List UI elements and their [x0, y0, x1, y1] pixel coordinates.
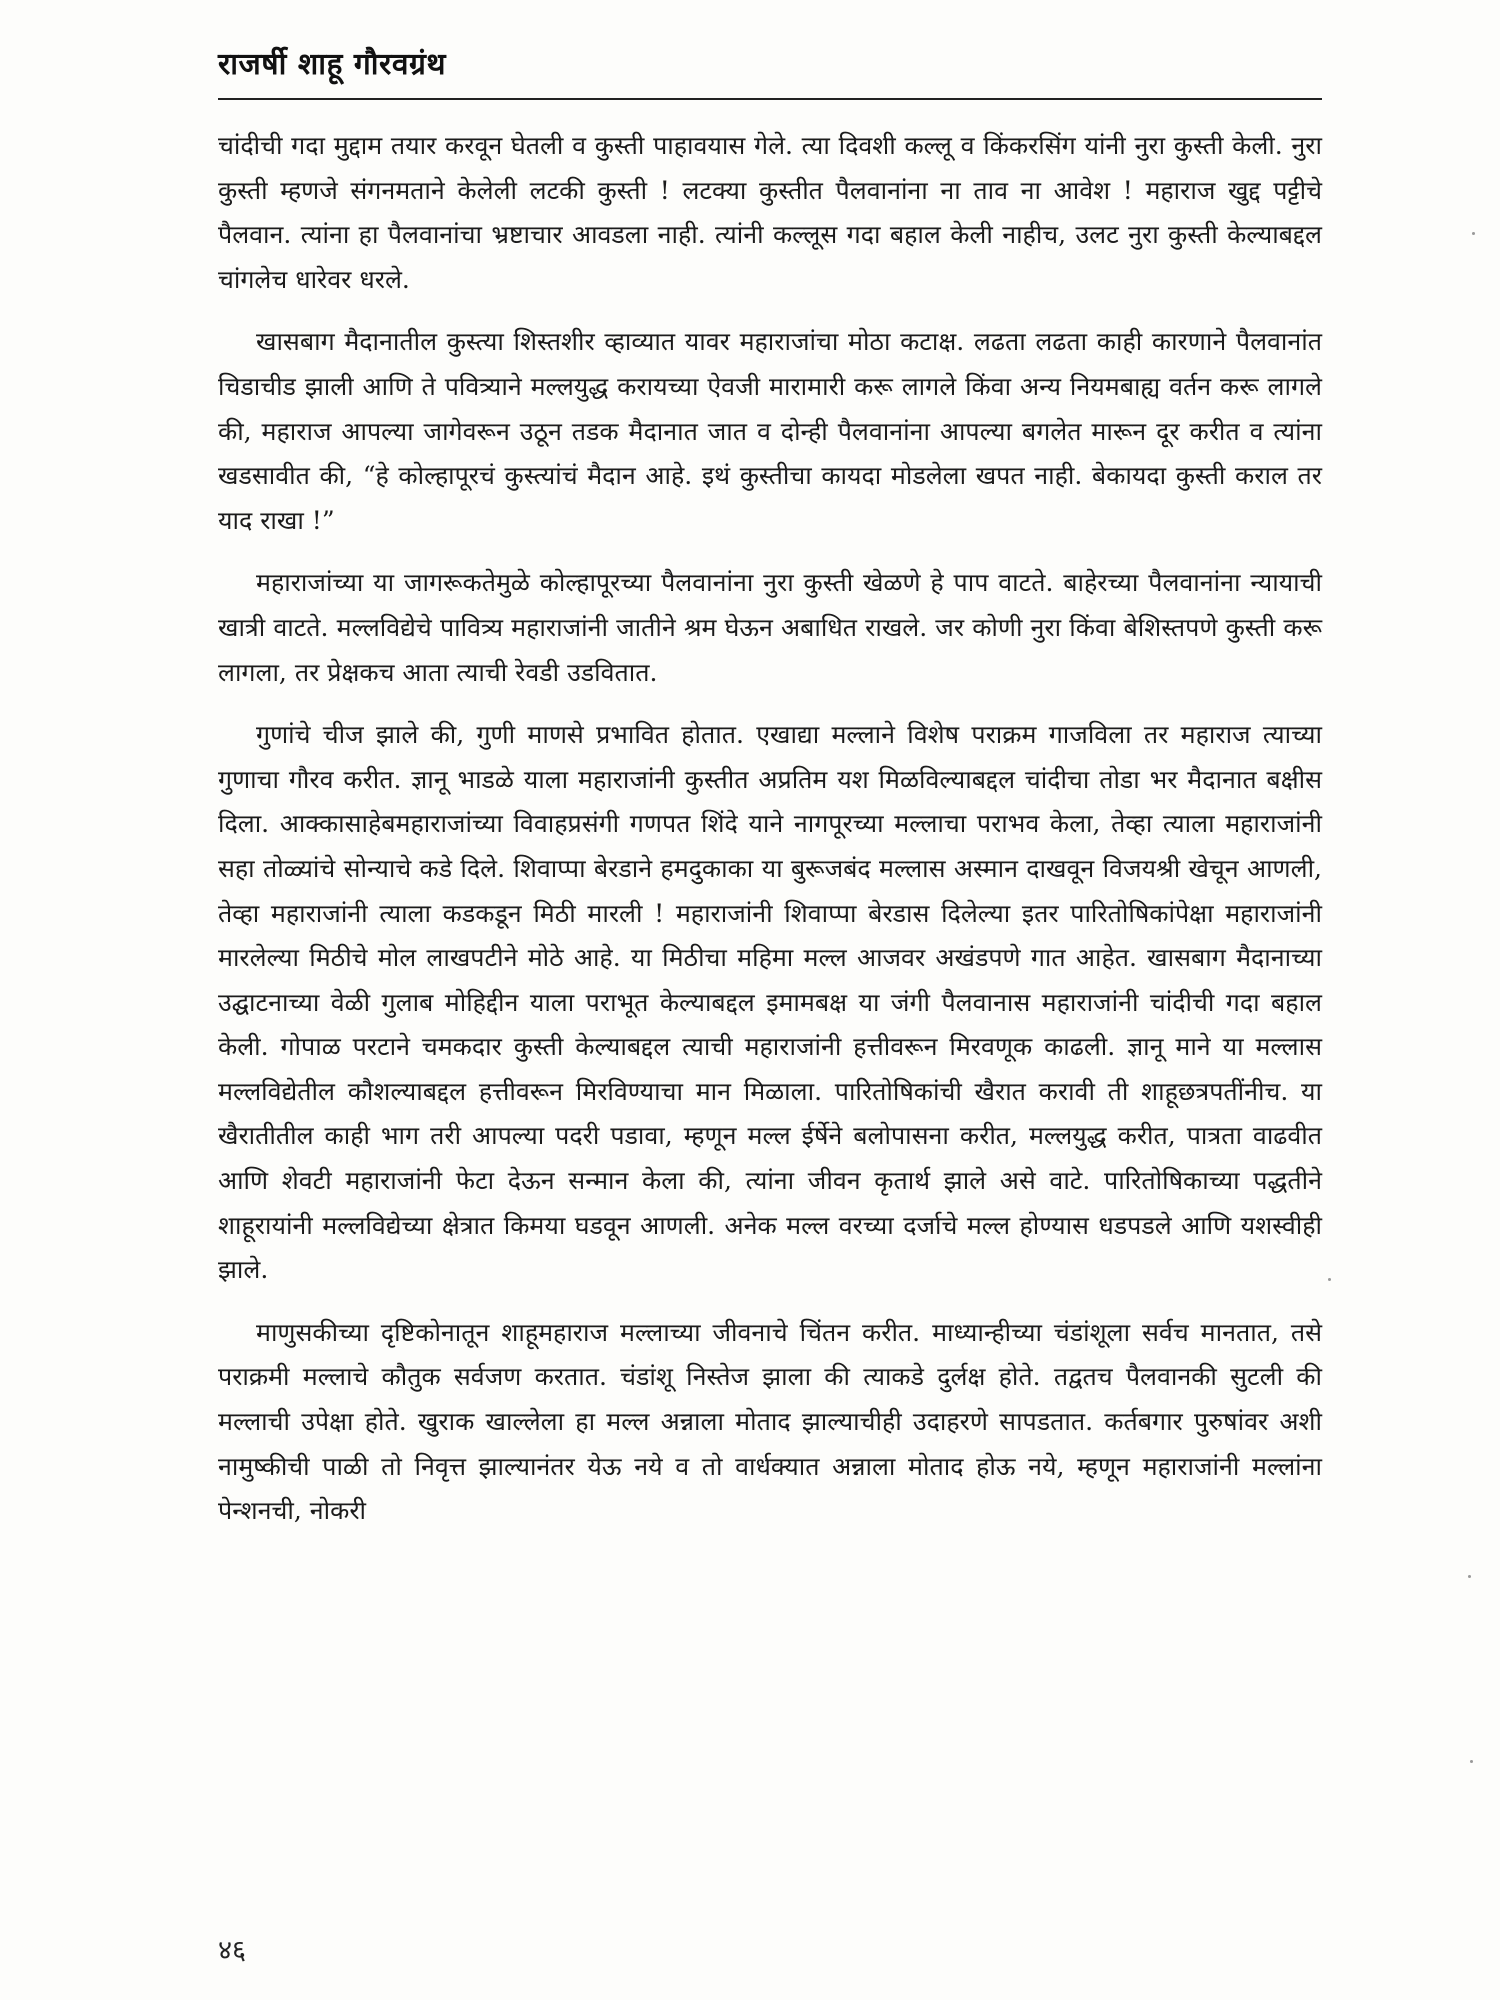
header-divider [218, 98, 1322, 100]
scan-speck [1468, 1575, 1471, 1578]
scan-speck [1328, 1278, 1331, 1281]
body-text [218, 124, 1322, 1552]
scan-speck [1470, 1760, 1473, 1763]
paragraph-4: गुणांचे चीज झाले की, गुणी माणसे प्रभावित होतात. एखाद्या मल्लाने विशेष पराक्रम गाजविला तर महाराज त्याच्या गुणाचा गौरव करीत. ज्ञानू भाडळे याला महाराजांनी कुस्तीत अप्रतिम यश मिळविल्याबद्दल चांदीचा तोडा भर मैदानात बक्षीस दिला. आक्कासाहेबमहाराजांच्या विवाहप्रसंगी गणपत शिंदे याने नागपूरच्या मल्लाचा पराभव केला, तेव्हा त्याला महाराजांनी सहा तोळ्यांचे सोन्याचे कडे दिले. शिवाप्पा बेरडाने हमदुकाका या बुरूजबंद मल्लास अस्मान दाखवून विजयश्री खेचून आणली, तेव्हा महाराजांनी त्याला कडकडून मिठी मारली ! महाराजांनी शिवाप्पा बेरडास दिलेल्या इतर पारितोषिकांपेक्षा महाराजांनी मारलेल्या मिठीचे मोल लाखपटीने मोठे आहे. या मिठीचा महिमा मल्ल आजवर अखंडपणे गात आहेत. खासबाग मैदानाच्या उद्घाटनाच्या वेळी गुलाब मोहिद्दीन याला पराभूत केल्याबद्दल इमामबक्ष या जंगी पैलवानास महाराजांनी चांदीची गदा बहाल केली. गोपाळ परटाने चमकदार कुस्ती केल्याबद्दल त्याची महाराजांनी हत्तीवरून मिरवणूक काढली. ज्ञानू माने या मल्लास मल्लविद्येतील कौशल्याबद्दल हत्तीवरून मिरविण्याचा मान मिळाला. पारितोषिकांची खैरात करावी ती शाहूछत्रपतींनीच. या खैरातीतील काही भाग तरी आपल्या पदरी पडावा, म्हणून मल्ल ईर्षेने बलोपासना करीत, मल्लयुद्ध करीत, पात्रता वाढवीत आणि शेवटी महाराजांनी फेटा देऊन सन्मान केला की, त्यांना जीवन कृतार्थ झाले असे वाटे. पारितोषिकाच्या पद्धतीने शाहूरायांनी मल्लविद्येच्या क्षेत्रात किमया घडवून आणली. अनेक मल्ल वरच्या दर्जाचे मल्ल होण्यास धडपडले आणि यशस्वीही झाले. [218, 720, 1322, 1285]
paragraph-5: माणुसकीच्या दृष्टिकोनातून शाहूमहाराज मल्लाच्या जीवनाचे चिंतन करीत. माध्यान्हीच्या चंडांशूला सर्वच मानतात, तसे पराक्रमी मल्लाचे कौतुक सर्वजण करतात. चंडांशू निस्तेज झाला की त्याकडे दुर्लक्ष होते. तद्वतच पैलवानकी सुटली की मल्लाची उपेक्षा होते. खुराक खाल्लेला हा मल्ल अन्नाला मोताद झाल्याचीही उदाहरणे सापडतात. कर्तबगार पुरुषांवर अशी नामुष्कीची पाळी तो निवृत्त झाल्यानंतर येऊ नये व तो वार्धक्यात अन्नाला मोताद होऊ नये, म्हणून महाराजांनी मल्लांना पेन्शनची, नोकरी [218, 1317, 1322, 1526]
paragraph-2: खासबाग मैदानातील कुस्त्या शिस्तशीर व्हाव्यात यावर महाराजांचा मोठा कटाक्ष. लढता लढता काही कारणाने पैलवानांत चिडाचीड झाली आणि ते पवित्र्याने मल्लयुद्ध करायच्या ऐवजी मारामारी करू लागले किंवा अन्य नियमबाह्य वर्तन करू लागले की, महाराज आपल्या जागेवरून उठून तडक मैदानात जात व दोन्ही पैलवानांना आपल्या बगलेत मारून दूर करीत व त्यांना खडसावीत की, “हे कोल्हापूरचं कुस्त्यांचं मैदान आहे. इथं कुस्तीचा कायदा मोडलेला खपत नाही. बेकायदा कुस्ती कराल तर याद राखा !” [218, 327, 1322, 535]
scan-speck [1472, 232, 1475, 235]
paragraph-3: महाराजांच्या या जागरूकतेमुळे कोल्हापूरच्या पैलवानांना नुरा कुस्ती खेळणे हे पाप वाटते. बाहेरच्या पैलवानांना न्यायाची खात्री वाटते. मल्लविद्येचे पावित्र्य महाराजांनी जातीने श्रम घेऊन अबाधित राखले. जर कोणी नुरा किंवा बेशिस्तपणे कुस्ती करू लागला, तर प्रेक्षकच आता त्याची रेवडी उडवितात. [218, 568, 1322, 687]
page-number: ४६ [218, 1935, 247, 1966]
running-header-title: राजर्षी शाहू गौरवग्रंथ [218, 47, 447, 82]
paragraph-1: चांदीची गदा मुद्दाम तयार करवून घेतली व कुस्ती पाहावयास गेले. त्या दिवशी कल्लू व किंकरसिंग यांनी नुरा कुस्ती केली. नुरा कुस्ती म्हणजे संगनमताने केलेली लटकी कुस्ती ! लटक्या कुस्तीत पैलवानांना ना ताव ना आवेश ! महाराज खुद्द पट्टीचे पैलवान. त्यांना हा पैलवानांचा भ्रष्टाचार आवडला नाही. त्यांनी कल्लूस गदा बहाल केली नाहीच, उलट नुरा कुस्ती केल्याबद्दल चांगलेच धारेवर धरले. [218, 131, 1322, 294]
